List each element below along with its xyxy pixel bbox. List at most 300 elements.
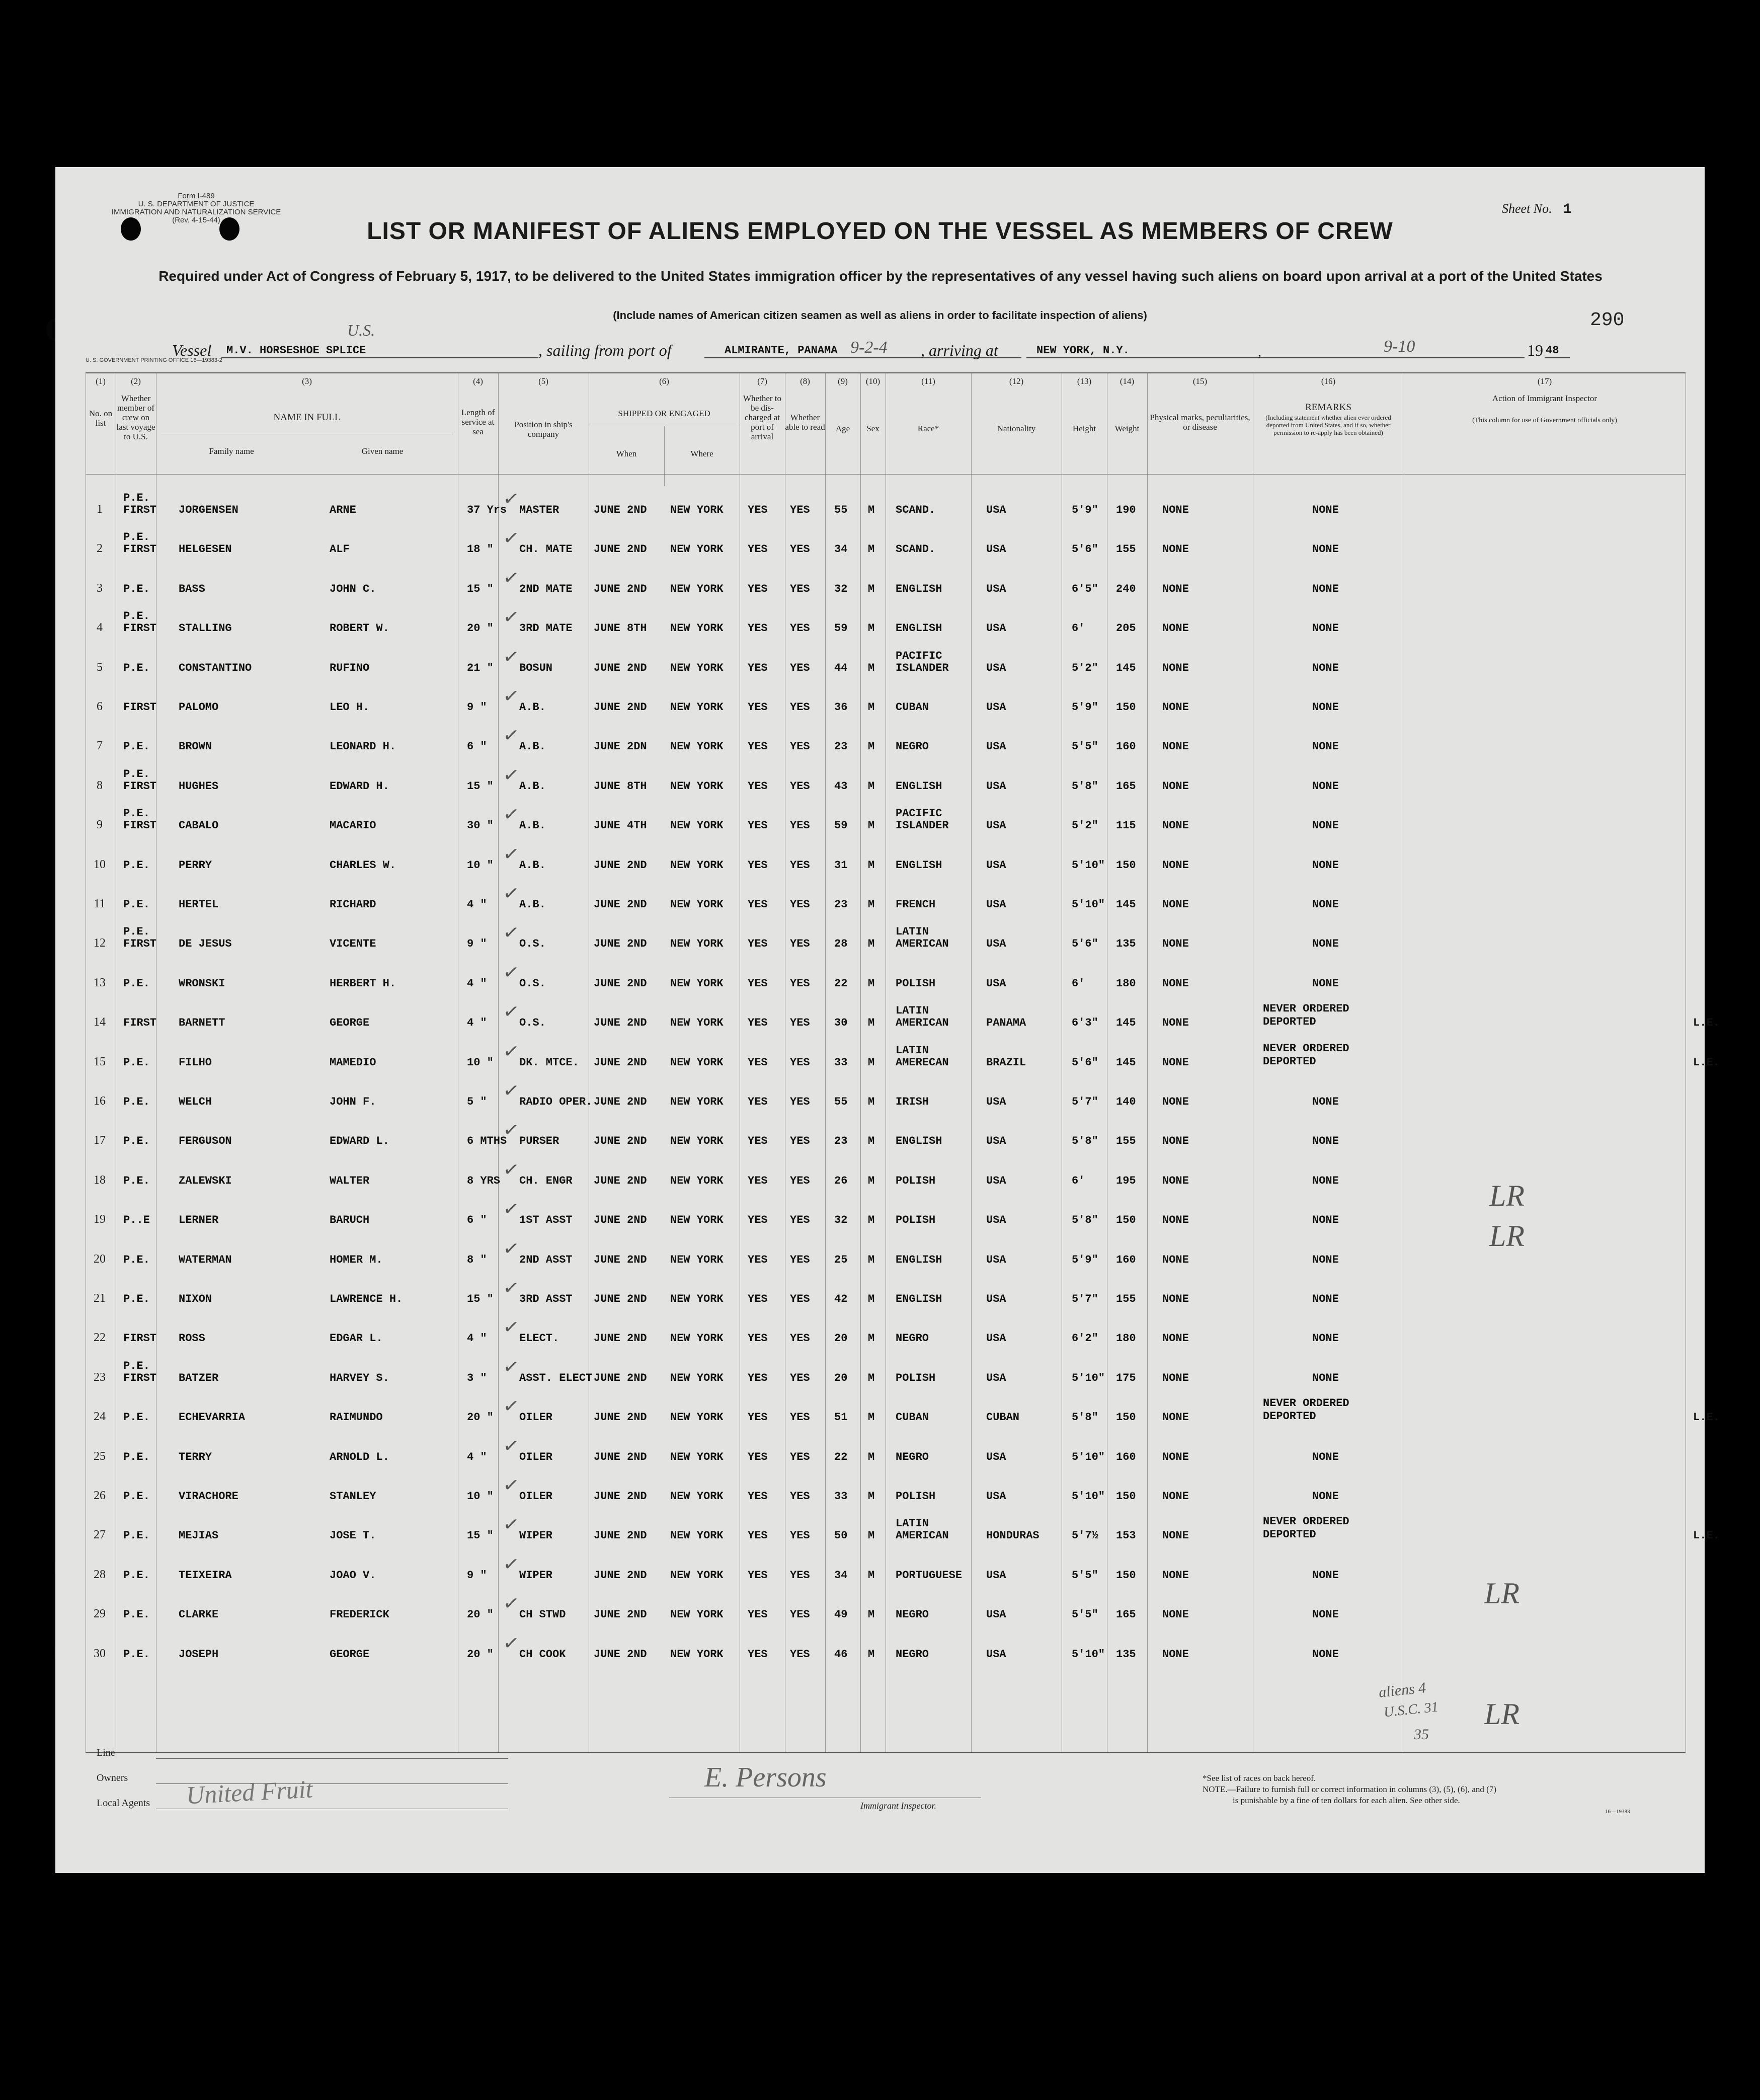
able-to-read: YES [790,622,810,635]
header-family-name: Family name [209,446,254,456]
table-row [86,921,1686,965]
age: 28 [834,938,848,951]
length-of-service: 9 " [467,938,487,951]
given-name: RICHARD [330,898,376,911]
given-name: ROBERT W. [330,622,389,635]
able-to-read: YES [790,740,810,753]
discharged: YES [748,1214,768,1227]
shipped-where: NEW YORK [670,1648,724,1661]
position: OILER [519,1411,553,1424]
header-whether-member: Whether member of crew on last voyage to U.S. [116,394,155,441]
length-of-service: 20 " [467,622,494,635]
weight: 150 [1116,1411,1136,1424]
check-mark: ✓ [502,1355,521,1379]
able-to-read: YES [790,898,810,911]
weight: 155 [1116,1293,1136,1305]
age: 31 [834,859,848,872]
header-age: Age [835,424,850,433]
shipped-when: JUNE 2ND [594,1569,647,1582]
sex: M [868,819,875,832]
family-name: BASS [179,582,205,595]
page-stamp: 290 [1590,309,1625,331]
nationality: USA [986,819,1006,832]
header-physical-marks: Physical marks, peculiarities, or disease [1150,413,1250,432]
header-able-to-read: Whether able to read [785,413,825,432]
column-number: (15) [1192,376,1208,386]
physical-marks: NONE [1162,582,1189,595]
nationality: USA [986,1648,1006,1661]
weight: 135 [1116,938,1136,951]
weight: 145 [1116,661,1136,674]
prior-voyage: P..E [123,1214,150,1227]
length-of-service: 20 " [467,1648,494,1661]
remarks: NONE [1312,977,1339,990]
sailing-date-handwritten: 9-2-4 [850,338,888,357]
shipped-where: NEW YORK [670,859,724,872]
nationality: BRAZIL [986,1056,1026,1069]
remarks: NONE [1312,582,1339,595]
discharged: YES [748,1293,768,1305]
able-to-read: YES [790,780,810,793]
sheet-number-label: Sheet No. [1502,201,1552,216]
nationality: USA [986,1569,1006,1582]
remarks: DEPORTED [1263,1016,1316,1029]
height: 5'9" [1072,504,1098,516]
sex: M [868,1450,875,1463]
table-row [86,1434,1686,1479]
remarks: NONE [1312,859,1339,872]
age: 26 [834,1174,848,1187]
position: A.B. [519,898,546,911]
race: POLISH [896,1214,936,1227]
header-action-sub: (This column for use of Government officials only) [1472,417,1617,424]
discharged: YES [748,1174,768,1187]
table-row [86,1276,1686,1320]
position: CH. MATE [519,543,573,556]
table-row [86,724,1686,768]
given-name: BARUCH [330,1214,370,1227]
vessel-name: M.V. HORSESHOE SPLICE [226,344,366,357]
shipped-when: JUNE 2ND [594,1214,647,1227]
position: O.S. [519,938,546,951]
table-row [86,684,1686,729]
height: 5'9" [1072,1253,1098,1266]
age: 55 [834,1096,848,1108]
able-to-read: YES [790,1135,810,1148]
prior-voyage: P.E. [123,1490,150,1503]
discharged: YES [748,1569,768,1582]
given-name: EDWARD H. [330,780,389,793]
table-row [86,527,1686,571]
given-name: MAMEDIO [330,1056,376,1069]
inspector-label: Immigrant Inspector. [860,1801,936,1811]
inspector-initials: LR [1484,1697,1520,1731]
row-number: 1 [97,503,103,516]
age: 34 [834,543,848,556]
remarks: NONE [1312,1371,1339,1384]
height: 5'10" [1072,1371,1105,1384]
race: POLISH [896,1490,936,1503]
physical-marks: NONE [1162,1529,1189,1542]
family-name: ROSS [179,1332,205,1345]
physical-marks: NONE [1162,977,1189,990]
shipped-where: NEW YORK [670,1214,724,1227]
prior-voyage: FIRST [123,1371,157,1384]
column-number: (10) [865,376,881,386]
race: LATIN [896,1517,929,1530]
prior-voyage: P.E. [123,1648,150,1661]
age: 25 [834,1253,848,1266]
weight: 180 [1116,1332,1136,1345]
row-number: 24 [94,1410,106,1424]
prior-voyage: FIRST [123,701,157,714]
discharged: YES [748,938,768,951]
discharged: YES [748,504,768,516]
row-number: 23 [94,1370,106,1384]
race: POLISH [896,1174,936,1187]
weight: 155 [1116,543,1136,556]
age: 32 [834,1214,848,1227]
shipped-when: JUNE 2ND [594,1529,647,1542]
age: 22 [834,977,848,990]
agent-signature: United Fruit [185,1774,313,1810]
prior-voyage: FIRST [123,504,157,516]
given-name: EDGAR L. [330,1332,383,1345]
inclusion-note: (Include names of American citizen seamen as well as aliens in order to facilitate inspection of aliens) [613,309,1147,322]
able-to-read: YES [790,701,810,714]
check-mark: ✓ [502,1592,521,1616]
sex: M [868,1332,875,1345]
remarks: NONE [1312,543,1339,556]
able-to-read: YES [790,977,810,990]
header-no-on-list: No. on list [89,409,113,428]
shipped-when: JUNE 2ND [594,1332,647,1345]
race: SCAND. [896,543,936,556]
crew-table [86,372,1720,1753]
given-name: LAWRENCE H. [330,1293,403,1305]
discharged: YES [748,977,768,990]
given-name: LEO H. [330,701,370,714]
row-number: 4 [97,621,103,635]
length-of-service: 30 " [467,819,494,832]
given-name: VICENTE [330,938,376,951]
position: CH STWD [519,1608,566,1621]
table-row [86,1473,1686,1518]
check-mark: ✓ [502,1552,521,1576]
prior-voyage: P.E. [123,1056,150,1069]
age: 22 [834,1450,848,1463]
prior-voyage: P.E. [123,767,150,781]
remarks: NONE [1312,1490,1339,1503]
race: ENGLISH [896,1253,942,1266]
manifest-sheet: Form I-489 U. S. DEPARTMENT OF JUSTICE IMMIGRATION AND NATURALIZATION SERVICE (Rev. 4-15-44) Sheet No. 1 LIST OR MANIFEST OF ALIENS EMPLOYED ON THE VESSEL AS MEMBERS OF CREW Required under Act of Congress of February 5, 1917, to be delivered to the United States immigration officer by the representatives of any vessel having such aliens on board upon arrival at a port of the United States (Include names of American citizen seamen as well as aliens in order to facilitate inspection of aliens) 290 Vessel M.V. HORSESHOE SPLICE U.S. , sailing from port of ALMIRANTE, PANAMA 9-2-4 , arriving at NEW YORK, N.Y. , 9-10 19 48 U. S. GOVERNMENT PRINTING OFFICE 16—19383-2 (1) (2) (3) (4) (5) (6) (7) (8) (9) (10) (11) (12) (13) (14) (15) (16) (17) No. on list Whether member of crew on last voyage to U.S. NAME IN FULL Family name Given name Length of service at sea Position in ship's company SHIPPED OR ENGAGED When Where Whether to be dis- charged at port of arrival Whether able to read Age Sex Race* Nationality Height Weight Physical marks, peculiarities, or disease REMARKS (Including statement whether alien ever ordered deported from United States, and if so, whether permission to re-apply has been obtained) Action of Immigrant Inspector (This column for use of Government officials only) 1 P.E. FIRST 37 Yrs ✓ JORGENSEN ARNE MASTER JUNE 2ND NEW YORK YES YES 55 M USA 5'9" 190 NONE SCAND. NONE 2 P.E. FIRST 18 " ✓ HELGESEN ALF CH. MATE JUNE 2ND NEW YORK YES YES 34 M USA 5'6" 155 NONE SCAND. NONE 3 P.E. 15 " ✓ BASS JOHN C. 2ND MATE JUNE 2ND NEW YORK YES YES 32 M USA 6'5" 240 NONE ENGLISH NONE 4 P.E. FIRST 20 " ✓ STALLING ROBERT W. 3RD MATE JUNE 8TH NEW YORK YES YES 59 M USA 6' 205 NONE ENGLISH NONE 5 P.E. 21 " ✓ CONSTANTINO RUFINO BOSUN JUNE 2ND NEW YORK YES YES 44 M USA 5'2" 145 NONE PACIFIC ISLANDER NONE 6 FIRST 9 " ✓ PALOMO LEO H. A.B. JUNE 2ND NEW YORK YES YES 36 M USA 5'9" 150 NONE CUBAN NONE 7 P.E. 6 " ✓ BROWN LEONARD H. A.B. JUNE 2DN NEW YORK YES YES 23 M USA 5'5" 160 NONE NEGRO NONE 8 P.E. FIRST 15 " ✓ HUGHES EDWARD H. A.B. JUNE 8TH NEW YORK YES YES 43 M USA 5'8" 165 NONE ENGLISH NONE 9 P.E. FIRST 30 " ✓ CABALO MACARIO A.B. JUNE 4TH NEW YORK YES YES 59 M USA 5'2" 115 NONE PACIFIC ISLANDER NONE 10 P.E. 10 " ✓ PERRY CHARLES W. A.B. JUNE 2ND NEW YORK YES YES 31 M USA 5'10" 150 NONE ENGLISH NONE 11 P.E. 4 " ✓ HERTEL RICHARD A.B. JUNE 2ND NEW YORK YES YES 23 M USA 5'10" 145 NONE FRENCH NONE 12 P.E. FIRST 9 " ✓ DE JESUS VICENTE O.S. JUNE 2ND NEW YORK YES YES 28 M USA 5'6" 135 NONE LATIN AMERICAN NONE 13 P.E. 4 " ✓ WRONSKI HERBERT H. O.S. JUNE 2ND NEW YORK YES YES 22 M USA 6' 180 NONE POLISH NONE 14 FIRST 4 " ✓ BARNETT GEORGE O.S. JUNE 2ND NEW YORK YES YES 30 M PANAMA 6'3" 145 NONE L.E. LATIN AMERICAN NEVER ORDERED DEPORTED 15 P.E. 10 " ✓ FILHO MAMEDIO DK. MTCE. JUNE 2ND NEW YORK YES YES 33 M BRAZIL 5'6" 145 NONE L.E. LATIN AMERECAN NEVER ORDERED DEPORTED 16 P.E. 5 " ✓ WELCH JOHN F. RADIO OPER. JUNE 2ND NEW YORK YES YES 55 M USA 5'7" 140 NONE IRISH NONE 17 P.E. 6 MTHS ✓ FERGUSON EDWARD L. PURSER JUNE 2ND NEW YORK YES YES 23 M USA 5'8" 155 NONE ENGLISH NONE 18 P.E. 8 YRS ✓ ZALEWSKI WALTER CH. ENGR JUNE 2ND NEW YORK YES YES 26 M USA 6' 195 NONE POLISH NONE 19 P..E 6 " ✓ LERNER BARUCH 1ST ASST JUNE 2ND NEW YORK YES YES 32 M USA 5'8" 150 NONE POLISH NONE 20 P.E. 8 " ✓ WATERMAN HOMER M. 2ND ASST JUNE 2ND NEW YORK YES YES 25 M USA 5'9" 160 NONE ENGLISH NONE 21 P.E. 15 " ✓ NIXON LAWRENCE H. 3RD ASST JUNE 2ND NEW YORK YES YES 42 M USA 5'7" 155 NONE ENGLISH NONE 22 FIRST 4 " ✓ ROSS EDGAR L. ELECT. JUNE 2ND NEW YORK YES YES 20 M USA 6'2" 180 NONE NEGRO NONE 23 P.E. FIRST 3 " ✓ BATZER HARVEY S. ASST. ELECT JUNE 2ND NEW YORK YES YES 20 M USA 5'10" 175 NONE POLISH NONE 24 P.E. 20 " ✓ ECHEVARRIA RAIMUNDO OILER JUNE 2ND NEW YORK YES YES 51 M CUBAN 5'8" 150 NONE L.E. CUBAN NEVER ORDERED DEPORTED 25 P.E. 4 " ✓ TERRY ARNOLD L. OILER JUNE 2ND NEW YORK YES YES 22 M USA 5'10" 160 NONE NEGRO NONE 26 P.E. 10 " ✓ VIRACHORE STANLEY OILER JUNE 2ND NEW YORK YES YES 33 M USA 5'10" 150 NONE POLISH NONE 27 P.E. 15 " ✓ MEJIAS JOSE T. WIPER JUNE 2ND NEW YORK YES YES 50 M HONDURAS 5'7½ 153 NONE L.E. LATIN AMERICAN NEVER ORDERED DEPORTED 28 P.E. 9 " ✓ TEIXEIRA JOAO V. WIPER JUNE 2ND NEW YORK YES YES 34 M USA 5'5" 150 NONE PORTUGUESE NONE 29 P.E. 20 " ✓ CLARKE FREDERICK CH STWD JUNE 2ND NEW YORK YES YES 49 M USA 5'5" 165 NONE NEGRO NONE 30 P.E. 20 " ✓ JOSEPH GEORGE CH COOK JUNE 2ND NEW YORK YES YES 46 M USA 5'10" 135 NONE NEGRO NONE LR LR LR LR aliens 4 U.S.C. 31 35 Line Owners Local Agents United Fruit E. Persons Immigrant Inspector. *See list of races on back hereof. NOTE.—Failure to furnish full or correct information in columns (3), (5), (6), and (7) is punishable by a fine of ten dollars for each alien. See other side. 16—19383 [55,167,1705,1873]
nationality: USA [986,661,1006,674]
age: 23 [834,740,848,753]
height: 5'10" [1072,898,1105,911]
given-name: GEORGE [330,1648,370,1661]
physical-marks: NONE [1162,661,1189,674]
family-name: ECHEVARRIA [179,1411,246,1424]
given-name: JOHN F. [330,1096,376,1108]
weight: 160 [1116,1450,1136,1463]
position: A.B. [519,780,546,793]
shipped-when: JUNE 2ND [594,661,647,674]
race: IRISH [896,1096,929,1108]
given-name: JOHN C. [330,582,376,595]
check-mark: ✓ [502,1473,521,1498]
row-number: 21 [94,1292,106,1305]
header-length-of-service: Length of service at sea [461,408,495,436]
physical-marks: NONE [1162,898,1189,911]
position: O.S. [519,1017,546,1030]
shipped-when: JUNE 2ND [594,1096,647,1108]
able-to-read: YES [790,1490,810,1503]
nationality: USA [986,1174,1006,1187]
height: 5'2" [1072,819,1098,832]
penalty-note-2: is punishable by a fine of ten dollars for each alien. See other side. [1233,1796,1460,1805]
family-name: CLARKE [179,1608,219,1621]
shipped-where: NEW YORK [670,1096,724,1108]
discharged: YES [748,1056,768,1069]
remarks: DEPORTED [1263,1055,1316,1068]
physical-marks: NONE [1162,1214,1189,1227]
shipped-where: NEW YORK [670,622,724,635]
position: CH COOK [519,1648,566,1661]
position: ASST. ELECT [519,1371,593,1384]
column-number: (17) [1537,376,1552,386]
length-of-service: 8 YRS [467,1174,501,1187]
shipped-when: JUNE 2ND [594,701,647,714]
age: 43 [834,780,848,793]
weight: 165 [1116,1608,1136,1621]
inspector-action: L.E. [1693,1056,1720,1069]
weight: 165 [1116,780,1136,793]
check-mark: ✓ [502,1513,521,1537]
shipped-when: JUNE 2ND [594,1293,647,1305]
able-to-read: YES [790,1056,810,1069]
weight: 155 [1116,1135,1136,1148]
check-mark: ✓ [502,1198,521,1221]
remarks: NONE [1312,1135,1339,1148]
position: O.S. [519,977,546,990]
shipped-where: NEW YORK [670,977,724,990]
sex: M [868,1253,875,1266]
given-name: HARVEY S. [330,1371,389,1384]
able-to-read: YES [790,1648,810,1661]
discharged: YES [748,819,768,832]
column-number: (13) [1077,376,1092,386]
check-mark: ✓ [502,803,521,827]
nationality: CUBAN [986,1411,1020,1424]
height: 6' [1072,622,1085,635]
prior-voyage: P.E. [123,740,150,753]
given-name: ALF [330,543,350,556]
shipped-when: JUNE 2ND [594,1608,647,1621]
height: 6'3" [1072,1017,1098,1030]
age: 32 [834,582,848,595]
remarks: NONE [1312,1450,1339,1463]
able-to-read: YES [790,1608,810,1621]
sex: M [868,504,875,516]
sex: M [868,661,875,674]
length-of-service: 15 " [467,780,494,793]
race: NEGRO [896,1332,929,1345]
weight: 150 [1116,1214,1136,1227]
check-mark: ✓ [502,1040,521,1063]
shipped-when: JUNE 2ND [594,1017,647,1030]
header-when: When [616,449,637,458]
row-number: 14 [94,1016,106,1029]
prior-voyage: FIRST [123,780,157,793]
inspector-signature: E. Persons [704,1762,827,1793]
length-of-service: 37 Yrs [467,504,507,516]
shipped-when: JUNE 2ND [594,1135,647,1148]
weight: 160 [1116,1253,1136,1266]
physical-marks: NONE [1162,1135,1189,1148]
row-number: 28 [94,1568,106,1581]
height: 5'6" [1072,1056,1098,1069]
discharged: YES [748,1411,768,1424]
nationality: USA [986,898,1006,911]
page-title: LIST OR MANIFEST OF ALIENS EMPLOYED ON THE VESSEL AS MEMBERS OF CREW [367,218,1393,245]
check-mark: ✓ [502,1631,521,1655]
family-name: DE JESUS [179,938,232,951]
position: RADIO OPER. [519,1096,593,1108]
physical-marks: NONE [1162,1450,1189,1463]
prior-voyage: FIRST [123,1017,157,1030]
length-of-service: 4 " [467,1332,487,1345]
column-number: (6) [659,376,669,386]
able-to-read: YES [790,543,810,556]
row-number: 8 [97,779,103,792]
physical-marks: NONE [1162,1056,1189,1069]
prior-voyage: P.E. [123,1253,150,1266]
sex: M [868,1056,875,1069]
form-department: U. S. DEPARTMENT OF JUSTICE [138,200,255,208]
height: 5'2" [1072,661,1098,674]
race: AMERICAN [896,1017,949,1030]
remarks: NONE [1312,701,1339,714]
physical-marks: NONE [1162,622,1189,635]
nationality: USA [986,1096,1006,1108]
length-of-service: 18 " [467,543,494,556]
prior-voyage: FIRST [123,543,157,556]
length-of-service: 10 " [467,859,494,872]
given-name: GEORGE [330,1017,370,1030]
check-mark: ✓ [502,487,521,511]
age: 30 [834,1017,848,1030]
able-to-read: YES [790,1017,810,1030]
header-height: Height [1072,424,1096,433]
prior-voyage: P.E. [123,1359,150,1372]
sex: M [868,1490,875,1503]
check-mark: ✓ [502,645,521,669]
weight: 240 [1116,582,1136,595]
family-name: JORGENSEN [179,504,238,516]
physical-marks: NONE [1162,1017,1189,1030]
shipped-when: JUNE 2ND [594,859,647,872]
height: 5'8" [1072,1411,1098,1424]
position: A.B. [519,819,546,832]
position: OILER [519,1450,553,1463]
prior-voyage: P.E. [123,859,150,872]
able-to-read: YES [790,1214,810,1227]
vessel-label: Vessel [172,341,212,359]
shipped-when: JUNE 8TH [594,622,647,635]
race: AMERECAN [896,1056,949,1069]
discharged: YES [748,1135,768,1148]
table-row [86,842,1686,887]
weight: 180 [1116,977,1136,990]
length-of-service: 3 " [467,1371,487,1384]
family-name: CONSTANTINO [179,661,252,674]
prior-voyage: P.E. [123,1608,150,1621]
given-name: JOAO V. [330,1569,376,1582]
header-position: Position in ship's company [514,420,573,439]
prior-voyage: P.E. [123,582,150,595]
physical-marks: NONE [1162,1332,1189,1345]
length-of-service: 6 MTHS [467,1135,507,1148]
column-number: (16) [1321,376,1336,386]
height: 5'8" [1072,780,1098,793]
tally-total: 35 [1414,1726,1429,1743]
able-to-read: YES [790,819,810,832]
age: 33 [834,1490,848,1503]
column-number: (14) [1119,376,1135,386]
row-number: 3 [97,581,103,595]
year-prefix: 19 [1527,341,1543,359]
length-of-service: 9 " [467,1569,487,1582]
able-to-read: YES [790,1174,810,1187]
table-row [86,1198,1686,1241]
length-of-service: 20 " [467,1411,494,1424]
physical-marks: NONE [1162,1371,1189,1384]
age: 50 [834,1529,848,1542]
length-of-service: 20 " [467,1608,494,1621]
family-name: ZALEWSKI [179,1174,232,1187]
age: 55 [834,504,848,516]
check-mark: ✓ [502,921,521,945]
race: PACIFIC [896,807,942,820]
shipped-where: NEW YORK [670,582,724,595]
discharged: YES [748,701,768,714]
shipped-where: NEW YORK [670,1253,724,1266]
row-number: 2 [97,542,103,556]
shipped-when: JUNE 2ND [594,1648,647,1661]
inspector-action: L.E. [1693,1529,1720,1542]
shipped-where: NEW YORK [670,1411,724,1424]
remarks: NEVER ORDERED [1263,1397,1349,1410]
height: 6' [1072,977,1085,990]
given-name: RAIMUNDO [330,1411,383,1424]
height: 5'7" [1072,1096,1098,1108]
position: A.B. [519,859,546,872]
physical-marks: NONE [1162,1174,1189,1187]
check-mark: ✓ [502,724,521,748]
shipped-when: JUNE 2ND [594,977,647,990]
row-number: 9 [97,818,103,832]
race: CUBAN [896,1411,929,1424]
row-number: 13 [94,976,106,989]
discharged: YES [748,1017,768,1030]
family-name: FERGUSON [179,1135,232,1148]
family-name: JOSEPH [179,1648,219,1661]
race: AMERICAN [896,1529,949,1542]
sex: M [868,543,875,556]
row-number: 16 [94,1095,106,1108]
column-number: (2) [131,376,141,386]
shipped-when: JUNE 2ND [594,1490,647,1503]
